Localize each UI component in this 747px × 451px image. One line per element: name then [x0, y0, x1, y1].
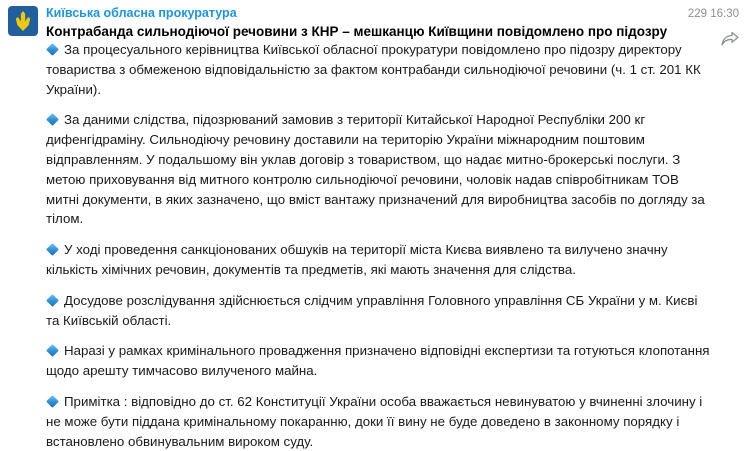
diamond-bullet-icon [46, 395, 59, 408]
paragraph-text: У ході проведення санкціонованих обшуків на території міста Києва виявлено та вилучено значну кількість хімічних речовин, документів та предметів, які мають значення для слідства. [46, 242, 668, 277]
paragraph-text: За процесуального керівництва Київської обласної прокуратури повідомлено про підозру директору товариства з обмеженою відповідальністю за фактом контрабанди сильнодіючої речовини (ч. 1 ст. 201 КК України). [46, 42, 701, 97]
diamond-bullet-icon [46, 243, 59, 256]
paragraph [46, 392, 713, 451]
paragraph-text: За даними слідства, підозрюваний замовив з території Китайської Народної Республіки 200 кг дифенгідраміну. Сильнодіючу речовину доставили на територію України міжнародним поштовим відправленням. У подальшому він уклав договір з товариством, що надає митно-брокерські послуги. З метою приховування від митного контролю сильнодіючої речовини, чоловік надав співробітникам ТОВ митні документи, в яких зазначено, що вміст вантажу призначений для виробництва засобів по догляду за тілом. [46, 112, 705, 227]
diamond-bullet-icon [46, 294, 59, 307]
post-header [0, 0, 747, 39]
page-title: Контрабанда сильнодіючої речовини з КНР – мешканцю Київщини повідомлено про підозру [46, 24, 668, 39]
paragraph [46, 240, 713, 280]
share-arrow-icon[interactable] [721, 31, 739, 47]
paragraph-text: Досудове розслідування здійснюється слідчим управління Головного управління СБ України у м. Києві та Київській області. [46, 292, 698, 328]
views-and-time: 229 16:30 [687, 8, 739, 20]
paragraph-text: Наразі у рамках кримінального провадження призначено відповідні експертизи та готуються клопотання щодо арешту тимчасово вилученого майна. [46, 343, 710, 379]
diamond-bullet-icon [46, 113, 59, 126]
post-body [0, 34, 747, 451]
paragraph [46, 291, 713, 331]
post-meta [688, 6, 739, 47]
diamond-bullet-icon [46, 344, 59, 357]
avatar [8, 6, 38, 36]
paragraph [46, 341, 713, 381]
header-text-block [46, 6, 682, 40]
paragraph-text: Примітка : відповідно до ст. 62 Конституції України особа вважається невинуватою у вчиненні злочину і не може бути піддана кримінальному покаранню, доки її вину не буде доведено в законному порядку і встановлено обвинувальним вироком суду. [46, 393, 703, 449]
channel-name[interactable]: Київська обласна прокуратура [46, 6, 237, 20]
paragraph [46, 110, 713, 229]
paragraph [46, 40, 713, 99]
coat-of-arms-icon [14, 11, 32, 31]
diamond-bullet-icon [46, 43, 59, 56]
